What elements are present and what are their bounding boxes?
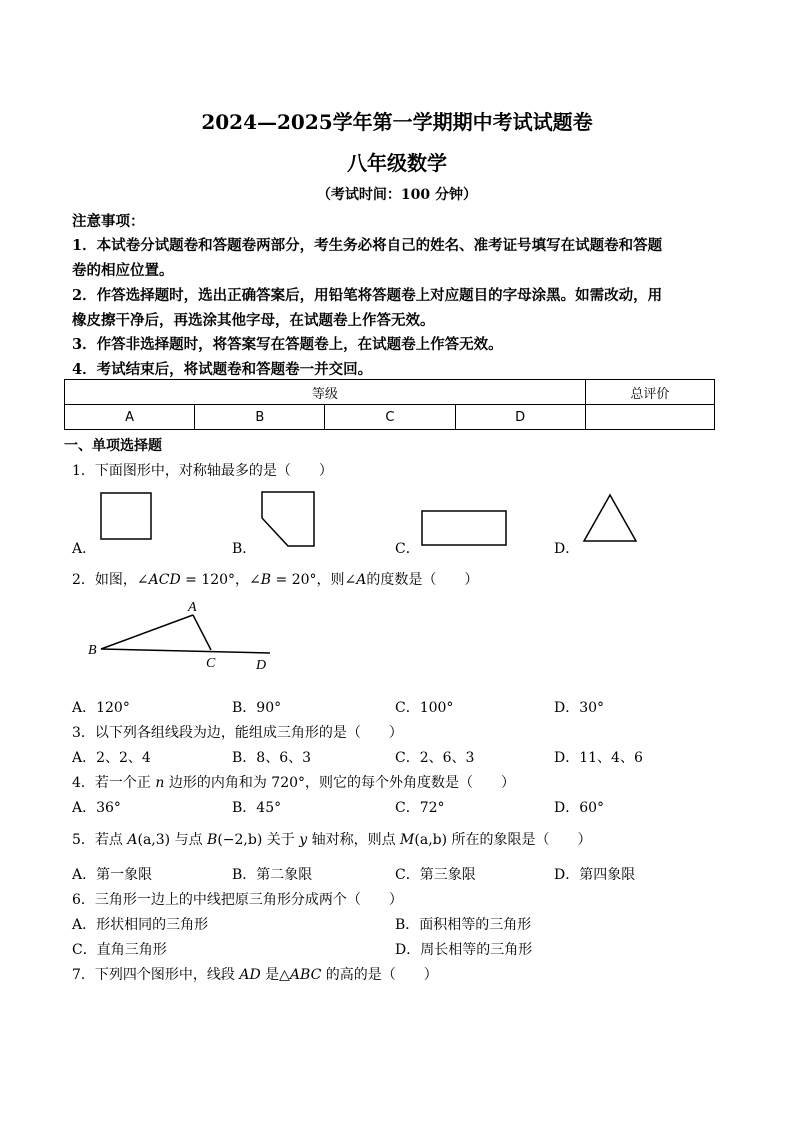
q3-stem: 3．以下列各组线段为边，能组成三角形的是（ ） bbox=[72, 725, 403, 741]
angle-a: ∠A bbox=[344, 572, 367, 588]
q2-triangle-figure bbox=[0, 595, 300, 680]
notice-line-3: 2．作答选择题时，选出正确答案后，用铅笔将答题卷上对应题目的字母涂黑。如需改动，用 bbox=[72, 287, 663, 304]
q2-prefix: 2．如图， bbox=[72, 572, 137, 588]
q4-prefix: 4．若一个正 bbox=[72, 775, 156, 791]
q2-option-c[interactable]: C．100° bbox=[395, 700, 454, 716]
total-cell bbox=[585, 405, 714, 430]
q7-p2: 是△ bbox=[260, 967, 290, 983]
q2-eq1: = 120°， bbox=[180, 572, 250, 588]
angle-acd: ∠ACD bbox=[136, 572, 181, 588]
section-title: 一、单项选择题 bbox=[64, 438, 162, 454]
point-m: M bbox=[400, 832, 415, 848]
q1-option-d[interactable]: D． bbox=[554, 541, 580, 557]
q1-option-c[interactable]: C． bbox=[395, 541, 420, 557]
q5-p2: 与点 bbox=[170, 832, 208, 848]
q1-stem: 1．下面图形中，对称轴最多的是（ ） bbox=[72, 463, 333, 479]
rectangle-shape bbox=[422, 511, 506, 545]
q3-option-b[interactable]: B．8、6、3 bbox=[232, 750, 312, 766]
q7-stem bbox=[72, 964, 438, 984]
q7-p3: 的高的是（ ） bbox=[321, 967, 438, 983]
q5-p5: 所在的象限是（ ） bbox=[447, 832, 592, 848]
line-bd bbox=[101, 649, 270, 653]
q6-option-b[interactable]: B．面积相等的三角形 bbox=[395, 917, 532, 933]
angle-b: ∠B bbox=[249, 572, 272, 588]
square-shape bbox=[101, 493, 151, 539]
exam-subject: 八年级数学 bbox=[347, 151, 447, 175]
point-b: B bbox=[207, 832, 218, 848]
total-header: 总评价 bbox=[585, 380, 714, 405]
q2-option-b[interactable]: B．90° bbox=[232, 700, 282, 716]
var-n: n bbox=[155, 775, 165, 791]
q1-figures bbox=[0, 488, 700, 548]
q5-p4: 轴对称，则点 bbox=[307, 832, 401, 848]
grade-a-cell: A bbox=[65, 405, 195, 430]
q4-option-a[interactable]: A．36° bbox=[72, 800, 121, 816]
q2-stem bbox=[72, 569, 478, 589]
q7-p1: 7．下列四个图形中，线段 bbox=[72, 967, 240, 983]
q4-stem bbox=[72, 772, 515, 792]
grade-header: 等级 bbox=[65, 380, 586, 405]
label-a: A bbox=[188, 600, 197, 615]
notice-line-1: 1．本试卷分试题卷和答题卷两部分，考生务必将自己的姓名、准考证号填写在试题卷和答题 bbox=[72, 237, 663, 254]
line-ac bbox=[193, 615, 211, 650]
point-a-coord: (a,3) bbox=[137, 832, 171, 848]
q4-option-c[interactable]: C．72° bbox=[395, 800, 445, 816]
line-ba bbox=[101, 615, 193, 649]
q6-option-d[interactable]: D．周长相等的三角形 bbox=[395, 942, 533, 958]
q4-option-d[interactable]: D．60° bbox=[554, 800, 605, 816]
q2-eq2: = 20°，则 bbox=[271, 572, 345, 588]
y-axis-var: y bbox=[299, 832, 308, 848]
q5-option-a[interactable]: A．第一象限 bbox=[72, 867, 153, 883]
notice-heading: 注意事项： bbox=[72, 213, 145, 230]
q5-p3: 关于 bbox=[262, 832, 300, 848]
q2-suffix: 的度数是（ ） bbox=[366, 572, 479, 588]
q3-option-d[interactable]: D．11、4、6 bbox=[554, 750, 643, 766]
q2-option-a[interactable]: A．120° bbox=[72, 700, 130, 716]
point-b-coord: (−2,b) bbox=[217, 832, 263, 848]
q3-option-a[interactable]: A．2、2、4 bbox=[72, 750, 151, 766]
grade-table bbox=[64, 379, 715, 430]
triangle-shape bbox=[584, 495, 636, 541]
segment-ad: AD bbox=[239, 967, 261, 983]
q5-option-b[interactable]: B．第二象限 bbox=[232, 867, 313, 883]
q5-option-d[interactable]: D．第四象限 bbox=[554, 867, 636, 883]
exam-time: （考试时间：100 分钟） bbox=[316, 187, 478, 203]
cut-corner-shape bbox=[262, 492, 314, 546]
q6-option-a[interactable]: A．形状相同的三角形 bbox=[72, 917, 209, 933]
q6-stem: 6．三角形一边上的中线把原三角形分成两个（ ） bbox=[72, 892, 403, 908]
triangle-abc: ABC bbox=[289, 967, 322, 983]
label-d: D bbox=[256, 658, 267, 673]
q5-stem bbox=[72, 829, 592, 849]
q5-option-c[interactable]: C．第三象限 bbox=[395, 867, 476, 883]
q2-option-d[interactable]: D．30° bbox=[554, 700, 605, 716]
q6-option-c[interactable]: C．直角三角形 bbox=[72, 942, 167, 958]
q1-option-a[interactable]: A． bbox=[72, 541, 97, 557]
q3-option-c[interactable]: C．2、6、3 bbox=[395, 750, 475, 766]
point-m-coord: (a,b) bbox=[414, 832, 448, 848]
point-a: A bbox=[127, 832, 138, 848]
grade-b-cell: B bbox=[195, 405, 325, 430]
notice-line-5: 3．作答非选择题时，将答案写在答题卷上，在试题卷上作答无效。 bbox=[72, 336, 503, 353]
q4-option-b[interactable]: B．45° bbox=[232, 800, 282, 816]
q5-p1: 5．若点 bbox=[72, 832, 128, 848]
label-b: B bbox=[88, 643, 97, 658]
notice-line-2: 卷的相应位置。 bbox=[72, 262, 174, 279]
exam-title: 2024—2025学年第一学期期中考试试题卷 bbox=[201, 110, 593, 134]
label-c: C bbox=[206, 656, 216, 671]
notice-line-4: 橡皮擦干净后，再选涂其他字母，在试题卷上作答无效。 bbox=[72, 312, 435, 329]
q1-option-b[interactable]: B． bbox=[232, 541, 257, 557]
grade-d-cell: D bbox=[455, 405, 585, 430]
grade-c-cell: C bbox=[325, 405, 455, 430]
notice-line-6: 4．考试结束后，将试题卷和答题卷一并交回。 bbox=[72, 361, 373, 378]
q4-mid: 边形的内角和为 720°，则它的每个外角度数是（ ） bbox=[164, 775, 516, 791]
